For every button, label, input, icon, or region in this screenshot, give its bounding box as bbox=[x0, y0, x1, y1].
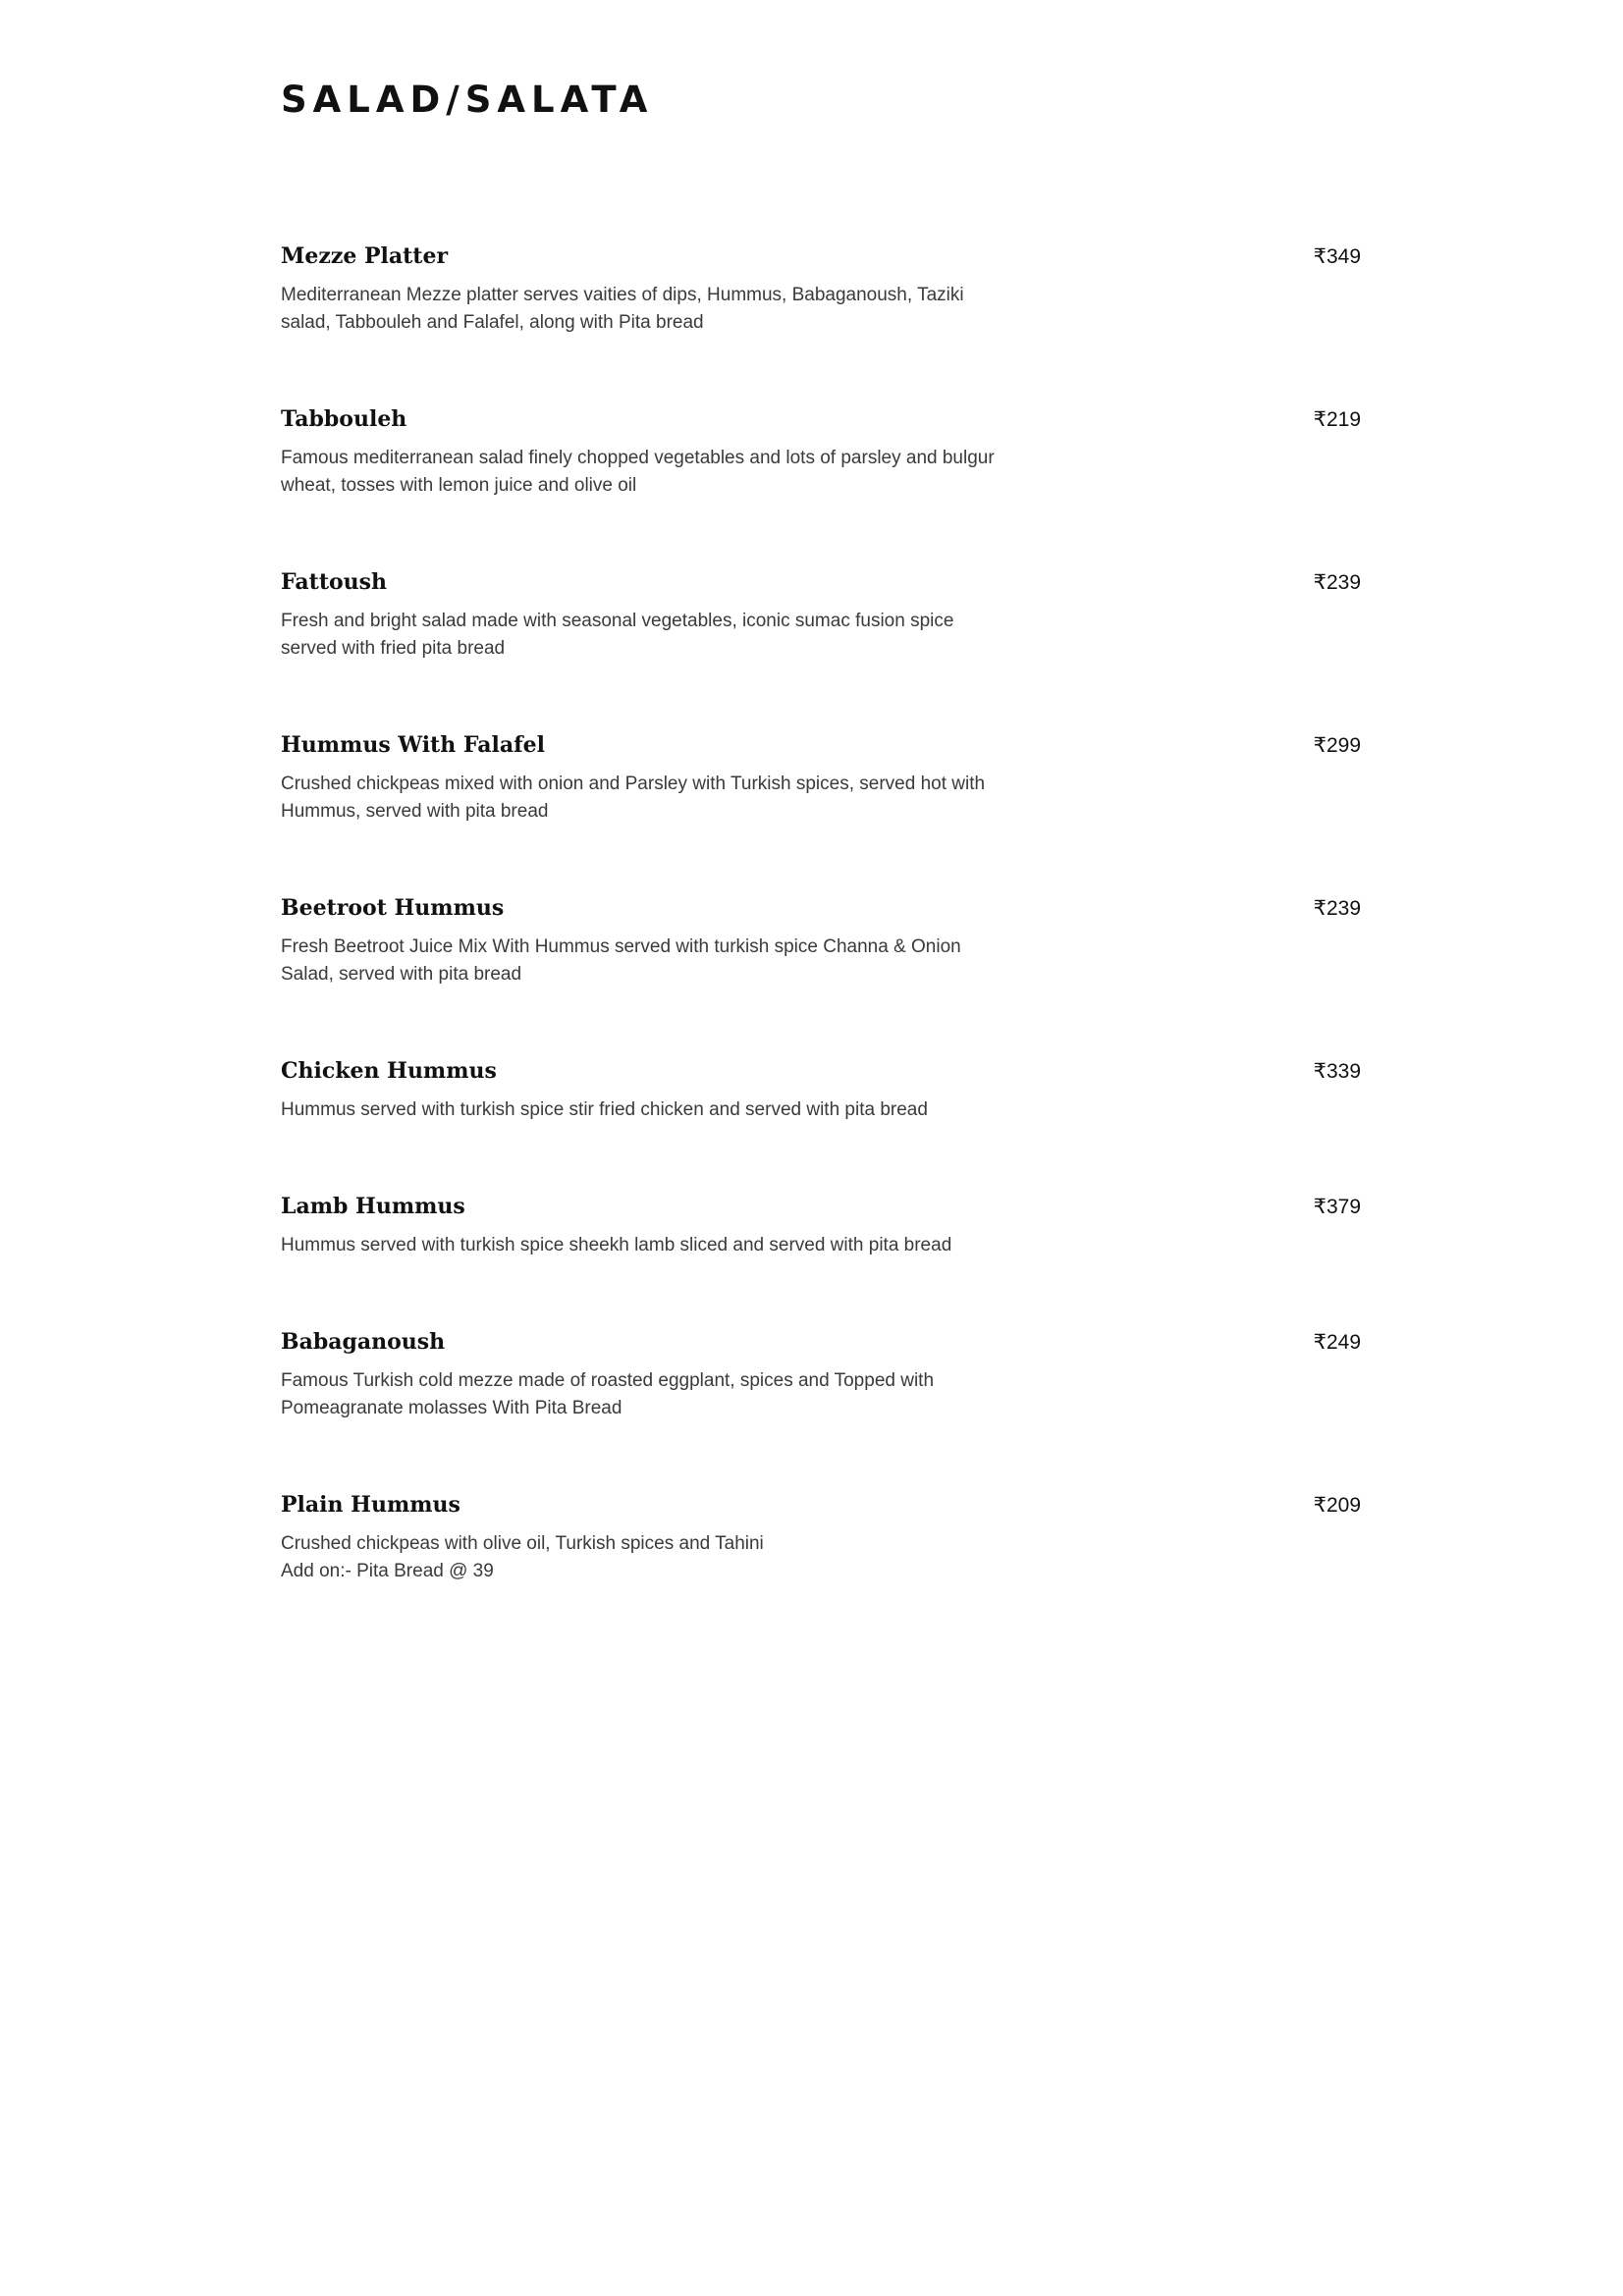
item-description-line: Hummus, served with pita bread bbox=[281, 801, 549, 822]
item-description-line: Hummus served with turkish spice sheekh lamb sliced and served with pita bread bbox=[281, 1235, 952, 1255]
item-description-line: Add on:- Pita Bread @ 39 bbox=[281, 1561, 494, 1581]
item-name: Lamb Hummus bbox=[281, 1194, 465, 1219]
item-name: Beetroot Hummus bbox=[281, 895, 505, 921]
item-description-line: served with fried pita bread bbox=[281, 638, 506, 659]
item-description-line: Mediterranean Mezze platter serves vaities of dips, Hummus, Babaganoush, Taziki bbox=[281, 285, 964, 305]
item-description bbox=[281, 1232, 1047, 1259]
menu-item-header bbox=[281, 1327, 1361, 1358]
item-description-line: Famous Turkish cold mezze made of roasted eggplant, spices and Topped with bbox=[281, 1370, 935, 1391]
item-description-line: Hummus served with turkish spice stir fried chicken and served with pita bread bbox=[281, 1099, 928, 1120]
item-description-line: wheat, tosses with lemon juice and olive oil bbox=[281, 475, 637, 496]
item-name: Mezze Platter bbox=[281, 243, 449, 269]
item-description bbox=[281, 771, 1047, 826]
menu-item-header bbox=[281, 241, 1361, 272]
menu-item-header bbox=[281, 893, 1361, 924]
item-description-line: Crushed chickpeas mixed with onion and Parsley with Turkish spices, served hot with bbox=[281, 774, 986, 794]
item-description bbox=[281, 445, 1047, 500]
item-description bbox=[281, 1096, 1047, 1124]
item-description-line: Salad, served with pita bread bbox=[281, 964, 522, 985]
menu-item bbox=[281, 1327, 1361, 1422]
item-description bbox=[281, 1367, 1047, 1422]
item-description-line: Crushed chickpeas with olive oil, Turkish spices and Tahini bbox=[281, 1533, 764, 1554]
item-price: ₹239 bbox=[1313, 897, 1361, 920]
menu-item bbox=[281, 1056, 1361, 1124]
menu-item-header bbox=[281, 1490, 1361, 1521]
item-description-line: Pomeagranate molasses With Pita Bread bbox=[281, 1398, 622, 1418]
item-name: Chicken Hummus bbox=[281, 1058, 497, 1084]
item-name: Tabbouleh bbox=[281, 406, 407, 432]
menu-item-header bbox=[281, 567, 1361, 598]
item-price: ₹219 bbox=[1313, 408, 1361, 431]
item-description bbox=[281, 282, 1047, 337]
menu-item bbox=[281, 1192, 1361, 1259]
menu-item-header bbox=[281, 1192, 1361, 1222]
menu-item bbox=[281, 730, 1361, 826]
menu-item bbox=[281, 1490, 1361, 1585]
item-price: ₹379 bbox=[1313, 1196, 1361, 1218]
item-description bbox=[281, 1530, 1047, 1585]
item-description-line: Famous mediterranean salad finely chopped vegetables and lots of parsley and bulgur bbox=[281, 448, 995, 468]
item-description-line: Fresh and bright salad made with seasonal vegetables, iconic sumac fusion spice bbox=[281, 611, 954, 631]
item-name: Babaganoush bbox=[281, 1329, 446, 1355]
menu-item bbox=[281, 893, 1361, 988]
section-title: SALAD/SALATA bbox=[281, 79, 654, 121]
menu-item-header bbox=[281, 404, 1361, 435]
item-price: ₹349 bbox=[1313, 245, 1361, 268]
menu-item bbox=[281, 404, 1361, 500]
item-price: ₹339 bbox=[1313, 1060, 1361, 1083]
item-name: Hummus With Falafel bbox=[281, 732, 545, 758]
item-description-line: Fresh Beetroot Juice Mix With Hummus served with turkish spice Channa & Onion bbox=[281, 936, 961, 957]
menu-item bbox=[281, 241, 1361, 337]
menu-item-header bbox=[281, 1056, 1361, 1087]
menu-item-header bbox=[281, 730, 1361, 761]
item-description bbox=[281, 934, 1047, 988]
menu-page bbox=[281, 79, 1361, 1585]
item-name: Fattoush bbox=[281, 569, 388, 595]
item-name: Plain Hummus bbox=[281, 1492, 460, 1518]
menu-list bbox=[281, 241, 1361, 1585]
item-description bbox=[281, 608, 1047, 663]
item-price: ₹249 bbox=[1313, 1331, 1361, 1354]
menu-item bbox=[281, 567, 1361, 663]
item-description-line: salad, Tabbouleh and Falafel, along with Pita bread bbox=[281, 312, 704, 333]
item-price: ₹209 bbox=[1313, 1494, 1361, 1517]
item-price: ₹299 bbox=[1313, 734, 1361, 757]
item-price: ₹239 bbox=[1313, 571, 1361, 594]
